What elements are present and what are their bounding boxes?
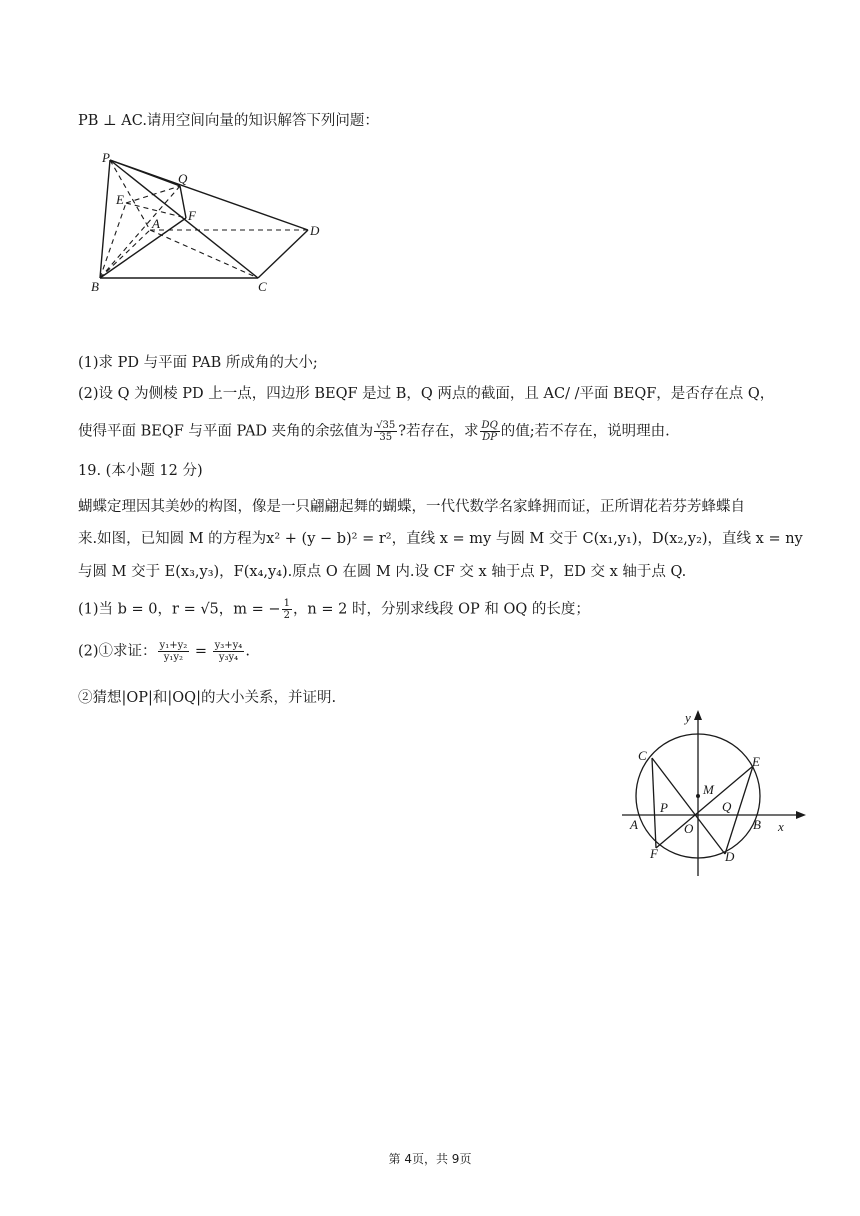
fig2-label-Q: Q	[722, 799, 732, 814]
q19-part1: (1)当 b = 0，r = √5，m = − $\frac{1}{2}$ ，n = 2 时，分别求线段 OP 和 OQ 的长度；	[78, 598, 590, 621]
fig2-label-O: O	[684, 821, 694, 836]
q19-header: 19. (本小题 12 分)	[78, 463, 203, 479]
fig1-label-P: P	[102, 150, 110, 165]
fig2-label-A: A	[630, 817, 638, 832]
q18-part1: (1)求 PD 与平面 PAB 所成角的大小;	[78, 355, 318, 371]
fig2-label-B: B	[753, 817, 761, 832]
pyramid-figure	[88, 148, 328, 298]
fig2-label-P: P	[660, 800, 668, 815]
fig1-label-A: A	[152, 216, 160, 231]
q19-line2: 来.如图，已知圆 M 的方程为x² + (y − b)² = r²，直线 x = my 与圆 M 交于 C(x₁,y₁)，D(x₂,y₂)，直线 x = ny	[78, 531, 803, 547]
page-footer: 第 4页，共 9页	[388, 1152, 472, 1166]
fig2-label-D: D	[725, 849, 735, 864]
q19-line1: 蝴蝶定理因其美妙的构图，像是一只翩翩起舞的蝴蝶，一代代数学名家蜂拥而证，正所谓花若芬芳蜂蝶自	[78, 499, 745, 515]
fraction-y34: $\frac{\text{y₃+y₄}}{\text{y₃y₄}}$	[214, 640, 243, 663]
butterfly-figure	[618, 708, 808, 878]
q19-part2: (2)①求证： $\frac{\text{y₁+y₂}}{\text{y₁y₂}}$ = $\frac{\text{y₃+y₄}}{\text{y₃y₄}}$ .	[78, 640, 250, 663]
q18-part2-line2: 使得平面 BEQF 与平面 PAD 夹角的余弦值为 $\frac{√35}{35}$ ?若存在，求 $\frac{DQ}{DP}$ 的值;若不存在，说明理由.	[78, 420, 670, 443]
fig1-label-D: D	[310, 223, 320, 238]
fig1-label-C: C	[258, 279, 267, 294]
fraction-cos: $\frac{√35}{35}$	[376, 420, 396, 443]
fig2-label-F: F	[650, 846, 658, 861]
fraction-half: $\frac{1}{2}$	[283, 598, 290, 621]
fig2-label-E: E	[752, 754, 760, 769]
fig1-label-E: E	[116, 192, 124, 207]
fig2-label-M: M	[703, 782, 714, 797]
intro-text: PB ⊥ AC.请用空间向量的知识解答下列问题：	[78, 113, 379, 129]
q19-line3: 与圆 M 交于 E(x₃,y₃)，F(x₄,y₄).原点 O 在圆 M 内.设 CF 交 x 轴于点 P，ED 交 x 轴于点 Q.	[78, 564, 687, 580]
fig2-label-y: y	[685, 710, 691, 725]
q19-part3: ②猜想|OP|和|OQ|的大小关系，并证明.	[78, 690, 337, 706]
fig1-label-Q: Q	[178, 171, 188, 186]
fraction-dq-dp: $\frac{DQ}{DP}$	[481, 420, 498, 443]
fig2-label-C: C	[638, 748, 647, 763]
fig1-label-B: B	[91, 279, 99, 294]
fraction-y12: $\frac{\text{y₁+y₂}}{\text{y₁y₂}}$	[159, 640, 188, 663]
q18-part2-line1: (2)设 Q 为侧棱 PD 上一点，四边形 BEQF 是过 B，Q 两点的截面，且 AC/ /平面 BEQF，是否存在点 Q，	[78, 386, 775, 402]
fig2-label-x: x	[778, 819, 784, 834]
fig1-label-F: F	[188, 208, 196, 223]
